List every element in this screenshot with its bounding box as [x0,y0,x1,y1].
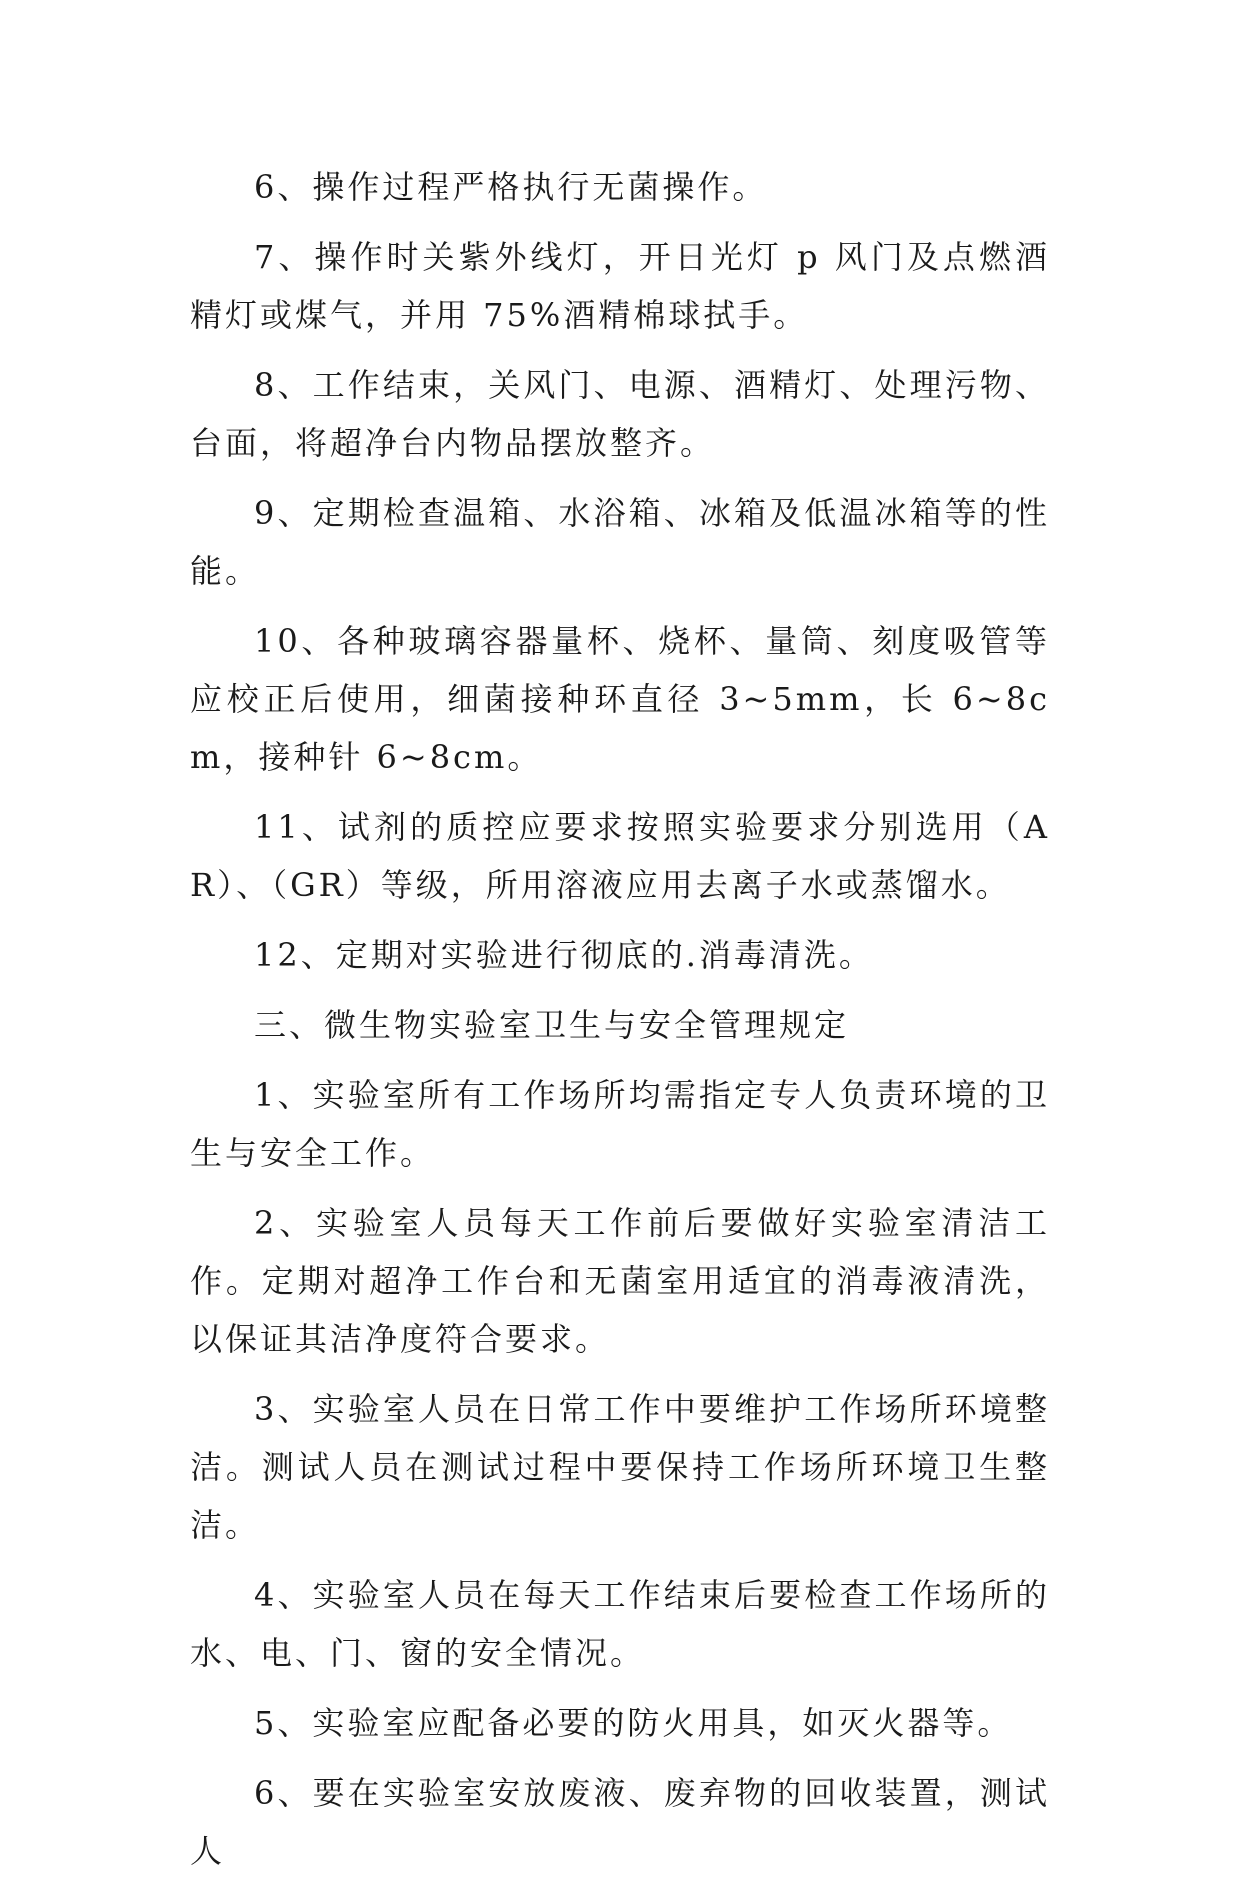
paragraph-rule-3: 3、实验室人员在日常工作中要维护工作场所环境整洁。测试人员在测试过程中要保持工作场所环境卫生整洁。 [190,1390,1050,1544]
paragraph-rule-2: 2、实验室人员每天工作前后要做好实验室清洁工作。定期对超净工作台和无菌室用适宜的消毒液清洗，以保证其洁净度符合要求。 [190,1204,1050,1358]
paragraph-rule-6: 6、要在实验室安放废液、废弃物的回收装置，测试人 [190,1774,1050,1870]
paragraph-item-10-glassware: 10、各种玻璃容器量杯、烧杯、量筒、刻度吸管等应校正后使用，细菌接种环直径 3~5mm，长 6~8cm，接种针 6~8cm。 [190,622,1050,776]
paragraph-item-9-inspection: 9、定期检查温箱、水浴箱、冰箱及低温冰箱等的性能。 [190,494,1050,590]
paragraph-rule-4: 4、实验室人员在每天工作结束后要检查工作场所的水、电、门、窗的安全情况。 [190,1576,1050,1672]
document-body [190,158,1050,1892]
paragraph-item-7-uv-lamp: 7、操作时关紫外线灯，开日光灯 p 风门及点燃酒精灯或煤气，并用 75%酒精棉球拭手。 [190,238,1050,334]
paragraph-rule-1: 1、实验室所有工作场所均需指定专人负责环境的卫生与安全工作。 [190,1076,1050,1172]
paragraph-rule-5: 5、实验室应配备必要的防火用具，如灭火器等。 [254,1704,1013,1742]
paragraph-item-8-cleanup: 8、工作结束，关风门、电源、酒精灯、处理污物、台面，将超净台内物品摆放整齐。 [190,366,1050,462]
section-heading-hygiene-safety: 三、微生物实验室卫生与安全管理规定 [254,1006,850,1044]
paragraph-item-12-disinfection: 12、定期对实验进行彻底的.消毒清洗。 [254,936,874,974]
paragraph-item-6-aseptic: 6、操作过程严格执行无菌操作。 [254,168,768,206]
paragraph-item-11-reagents: 11、试剂的质控应要求按照实验要求分别选用（AR）、（GR）等级，所用溶液应用去离子水或蒸馏水。 [190,808,1050,904]
